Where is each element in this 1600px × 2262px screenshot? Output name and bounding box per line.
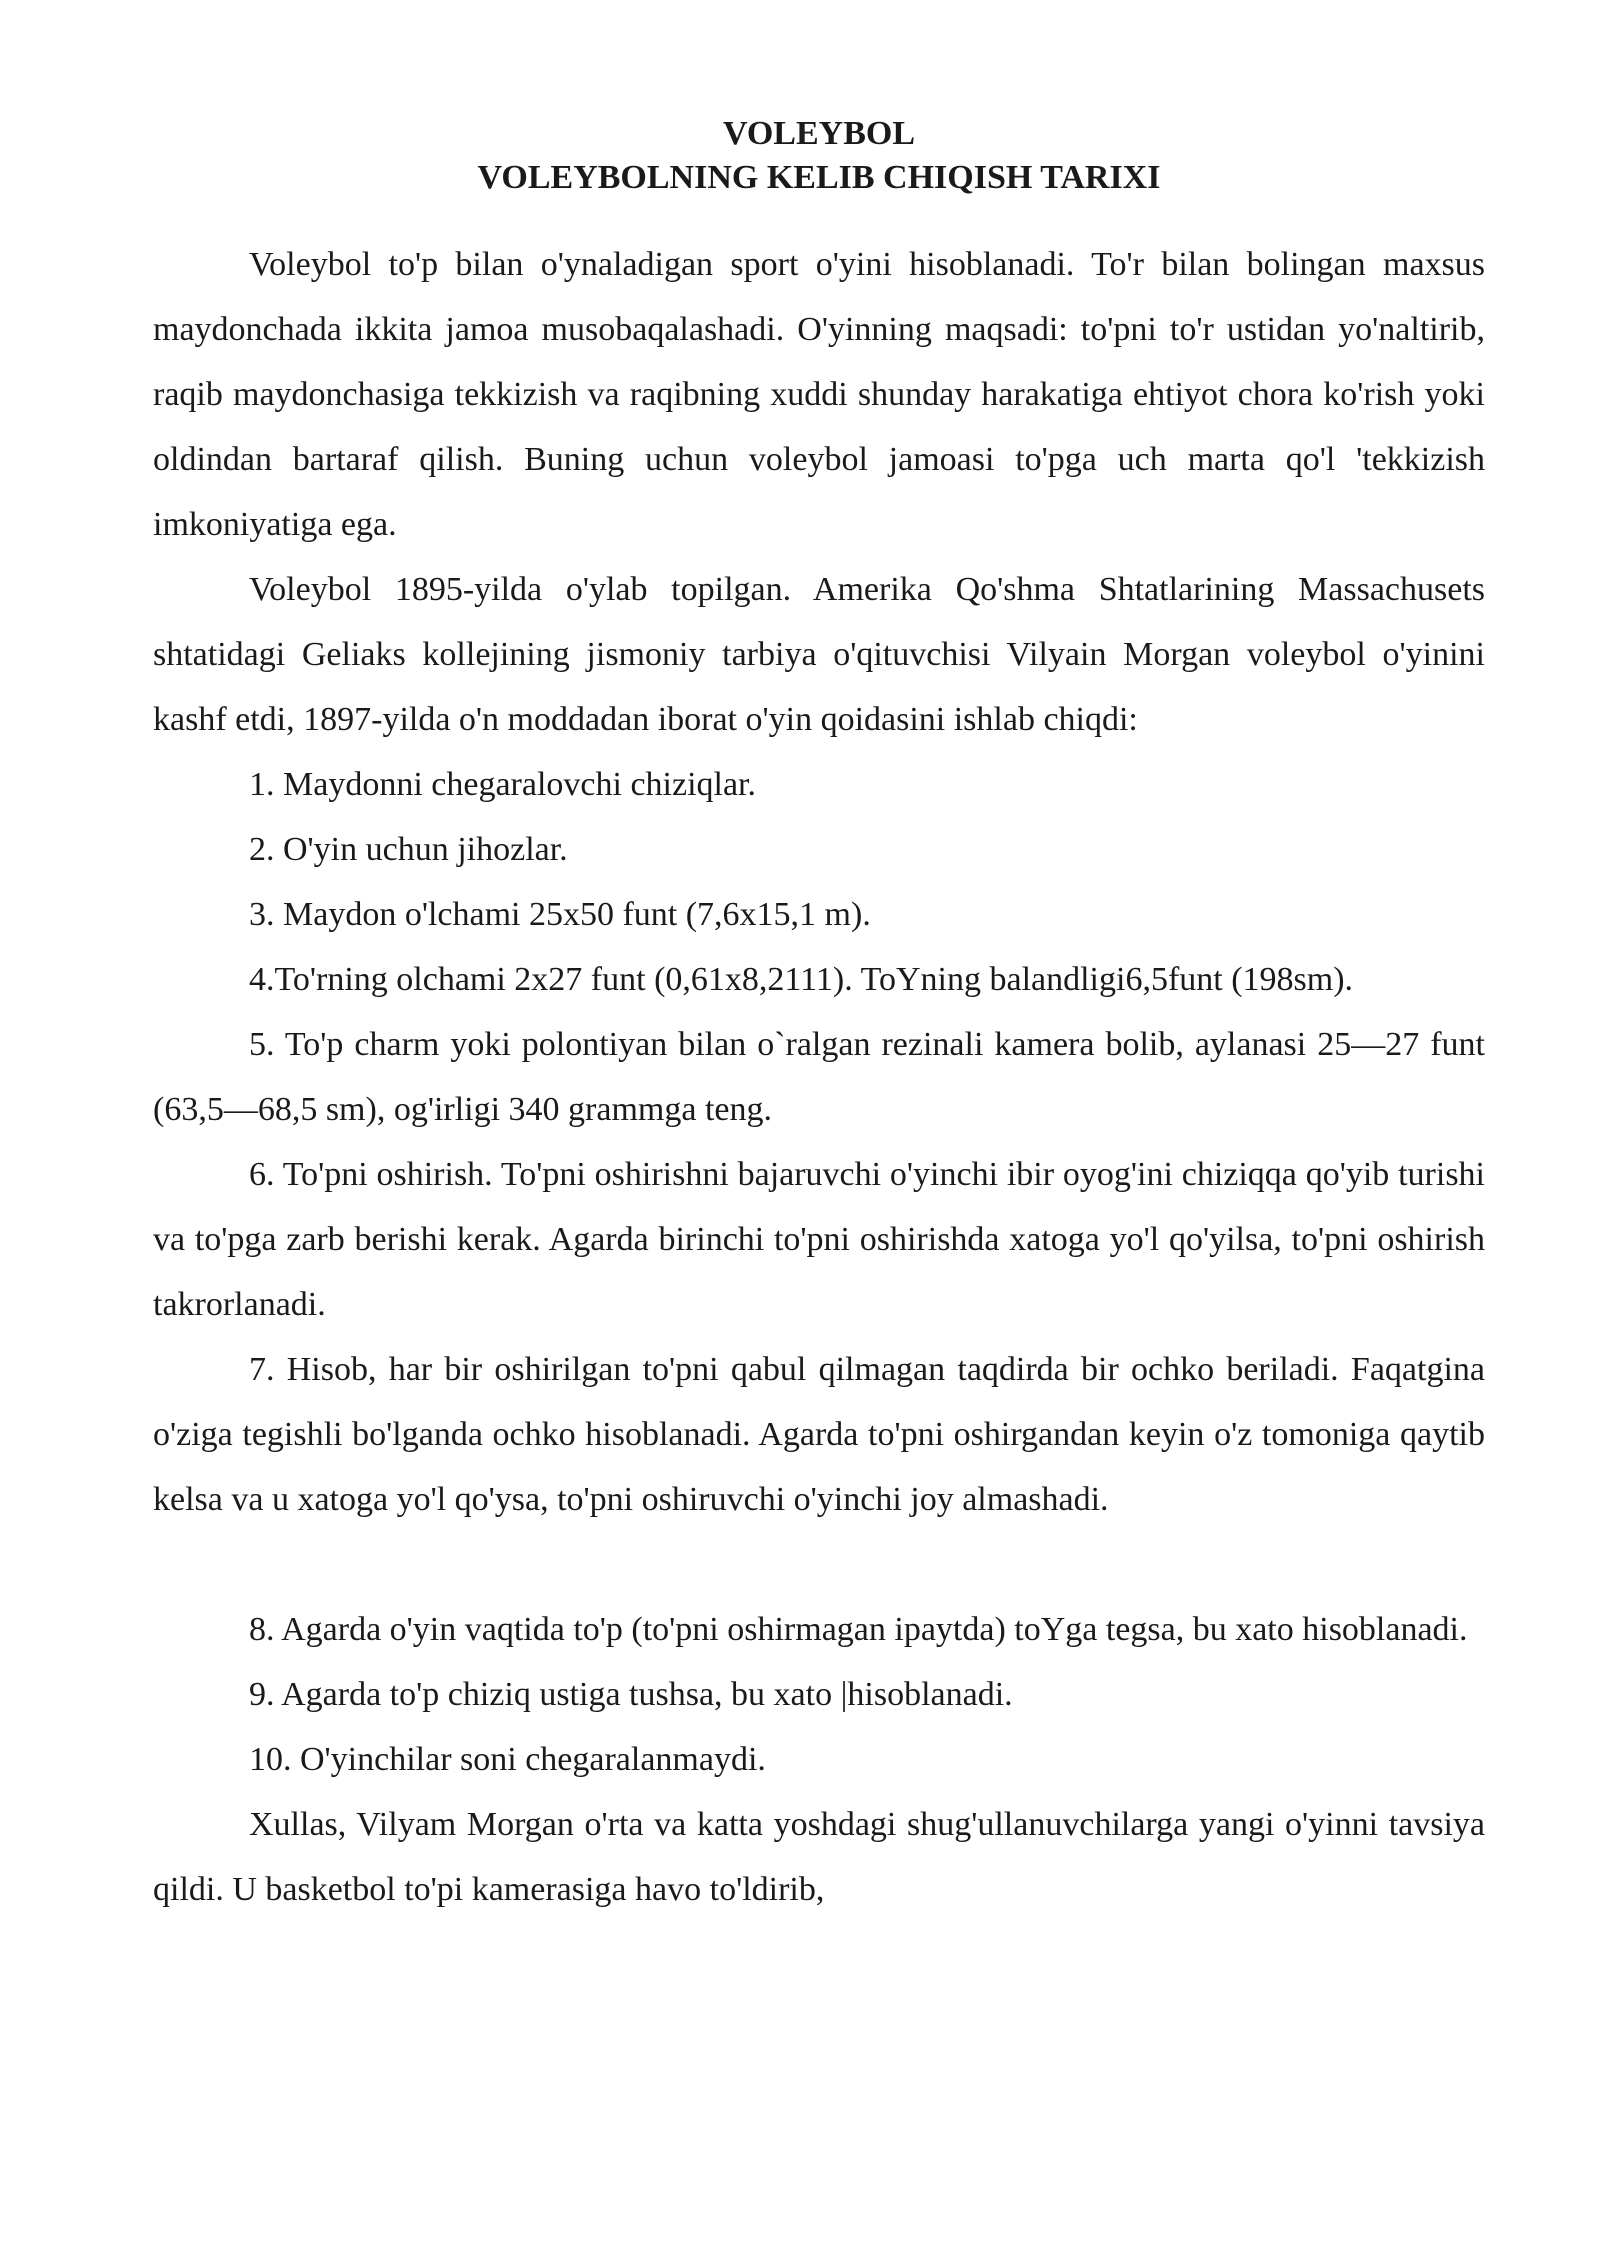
rule-item-2: 2. O'yin uchun jihozlar. <box>249 831 568 868</box>
document-body <box>153 232 1485 1922</box>
rule-item-9: 9. Agarda to'p chiziq ustiga tushsa, bu xato |hisoblanadi. <box>249 1676 1013 1713</box>
document-page <box>153 112 1485 1922</box>
rule-item-10: 10. O'yinchilar soni chegaralanmaydi. <box>249 1741 766 1778</box>
rule-item-5: 5. To'p charm yoki polontiyan bilan o`ralgan rezinali kamera bolib, aylanasi 25—27 funt (63,5—68,5 sm), og'irligi 340 grammga teng. <box>153 1026 1485 1128</box>
rule-item-1: 1. Maydonni chegaralovchi chiziqlar. <box>249 766 756 803</box>
paragraph-conclusion: Xullas, Vilyam Morgan o'rta va katta yoshdagi shug'ullanuvchilarga yangi o'yinni tavsiya qildi. U basketbol to'pi kamerasiga havo to'ldirib, <box>153 1806 1485 1908</box>
rule-item-4: 4.To'rning olchami 2x27 funt (0,61x8,2111). ToYning balandligi6,5funt (198sm). <box>249 961 1354 998</box>
title-line-2: VOLEYBOLNING KELIB CHIQISH TARIXI <box>477 159 1161 196</box>
rule-item-8: 8. Agarda o'yin vaqtida to'p (to'pni oshirmagan ipaytda) toYga tegsa, bu xato hisoblanadi. <box>249 1611 1468 1648</box>
rule-item-7: 7. Hisob, har bir oshirilgan to'pni qabul qilmagan taqdirda bir ochko beriladi. Faqatgina o'ziga tegishli bo'lganda ochko hisoblanadi. Agarda to'pni oshirgandan keyin o'z tomoniga qaytib kelsa va u xatoga yo'l qo'ysa, to'pni oshiruvchi o'yinchi joy almashadi. <box>153 1351 1485 1518</box>
blank-line <box>153 1532 1485 1597</box>
paragraph-intro: Voleybol to'p bilan o'ynaladigan sport o'yini hisoblanadi. To'r bilan bolingan maxsus maydonchada ikkita jamoa musobaqalashadi. O'yinning maqsadi: to'pni to'r ustidan yo'naltirib, raqib maydonchasiga tekkizish va raqibning xuddi shunday harakatiga ehtiyot chora ko'rish yoki oldindan bartaraf qilish. Buning uchun voleybol jamoasi to'pga uch marta qo'l 'tekkizish imkoniyatiga ega. <box>153 246 1485 543</box>
rule-item-3: 3. Maydon o'lchami 25x50 funt (7,6x15,1 m). <box>249 896 871 933</box>
document-title <box>153 112 1485 200</box>
title-line-1: VOLEYBOL <box>722 115 916 152</box>
rule-item-6: 6. To'pni oshirish. To'pni oshirishni bajaruvchi o'yinchi ibir oyog'ini chiziqqa qo'yib turishi va to'pga zarb berishi kerak. Agarda birinchi to'pni oshirishda xatoga yo'l qo'yilsa, to'pni oshirish takrorlanadi. <box>153 1156 1485 1323</box>
paragraph-history: Voleybol 1895-yilda o'ylab topilgan. Amerika Qo'shma Shtatlarining Massachusets shtatidagi Geliaks kollejining jismoniy tarbiya o'qituvchisi Vilyain Morgan voleybol o'yinini kashf etdi, 1897-yilda o'n moddadan iborat o'yin qoidasini ishlab chiqdi: <box>153 571 1485 738</box>
